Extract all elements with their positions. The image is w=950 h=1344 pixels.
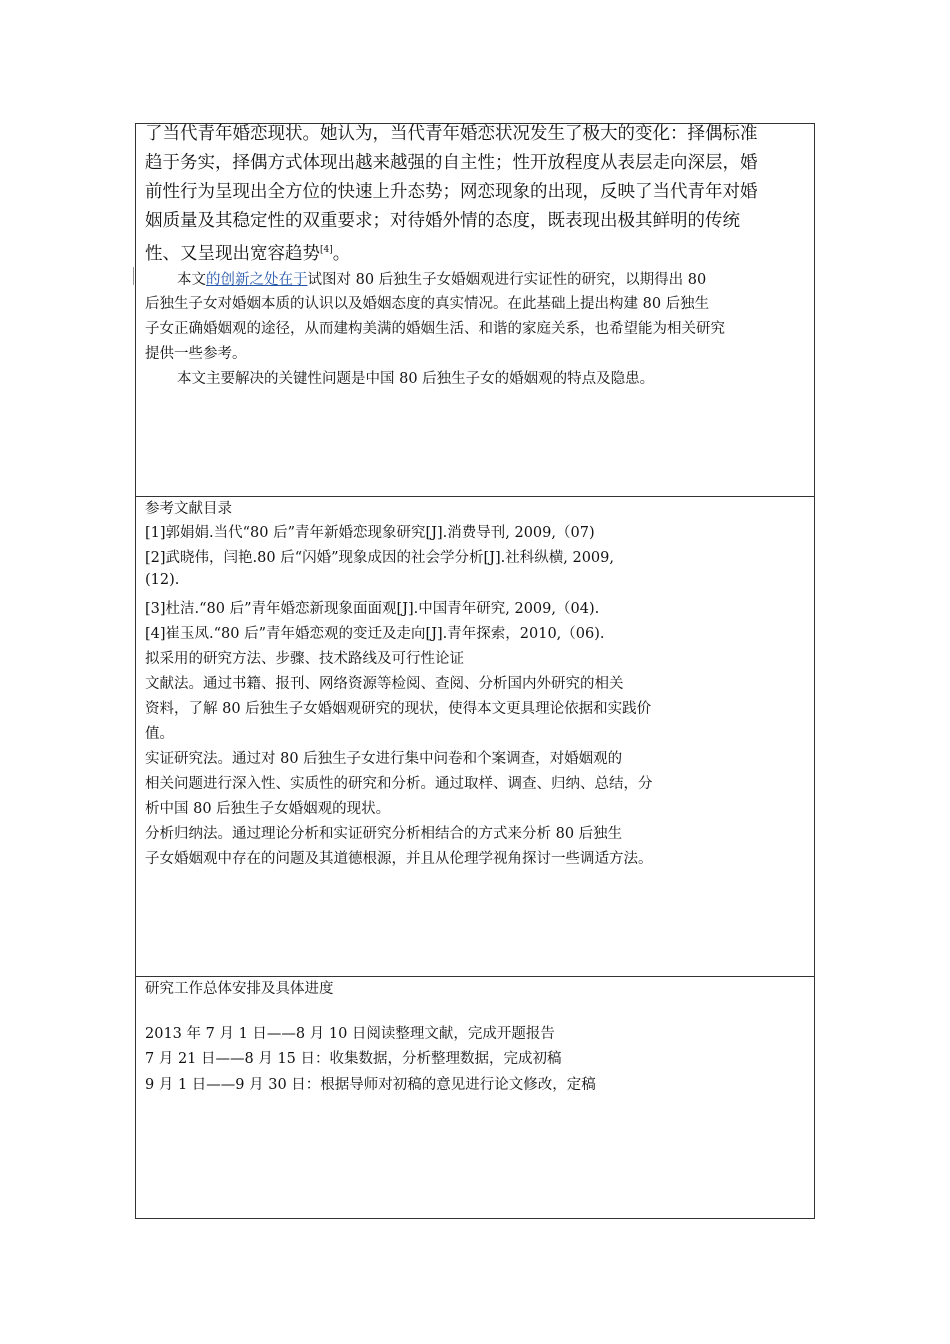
reference-item: [2]武晓伟，闫艳.80 后“闪婚”现象成因的社会学分析[J].社科纵横, 2009, <box>145 550 614 566</box>
reference-item: [4]崔玉凤.“80 后”青年婚恋观的变迁及走向[J].青年探索，2010,（06). <box>145 626 605 642</box>
schedule-item: 7 月 21 日——8 月 15 日：收集数据，分析整理数据，完成初稿 <box>145 1051 562 1067</box>
review-line: 姻质量及其稳定性的双重要求；对待婚外情的态度，既表现出极其鲜明的传统 <box>145 211 740 231</box>
reference-item: [3]杜洁.“80 后”青年婚恋新现象面面观[J].中国青年研究, 2009,（04). <box>145 601 600 617</box>
innovation-line: 后独生子女对婚姻本质的认识以及婚姻态度的真实情况。在此基础上提出构建 80 后独生 <box>145 296 710 312</box>
innovation-rest: 试图对 80 后独生子女婚姻观进行实证性的研究，以期得出 80 <box>307 272 707 288</box>
method-line: 值。 <box>145 726 174 742</box>
period: 。 <box>332 243 351 264</box>
review-line: 趋于务实，择偶方式体现出越来越强的自主性；性开放程度从表层走向深层，婚 <box>145 153 758 173</box>
key-problem-line: 本文主要解决的关键性问题是中国 80 后独生子女的婚姻观的特点及隐患。 <box>177 371 655 387</box>
schedule-item: 2013 年 7 月 1 日——8 月 10 日阅读整理文献，完成开题报告 <box>145 1026 555 1042</box>
reference-item: (12). <box>145 572 180 588</box>
method-line: 实证研究法。通过对 80 后独生子女进行集中问卷和个案调查，对婚姻观的 <box>145 751 623 767</box>
review-line <box>145 236 350 269</box>
references-methods-cell <box>135 496 815 977</box>
schedule-cell <box>135 976 815 1219</box>
references-heading: 参考文献目录 <box>145 501 232 517</box>
reference-item: [1]郭娟娟.当代“80 后”青年新婚恋现象研究[J].消费导刊, 2009,（07) <box>145 525 595 541</box>
citation-mark: [4] <box>320 245 333 255</box>
literature-review-cell <box>135 123 815 497</box>
schedule-item: 9 月 1 日——9 月 30 日：根据导师对初稿的意见进行论文修改，定稿 <box>145 1077 596 1093</box>
review-line-text: 性、又呈现出宽容趋势 <box>145 243 320 264</box>
method-line: 析中国 80 后独生子女婚姻观的现状。 <box>145 801 391 817</box>
margin-tick <box>133 267 134 285</box>
method-line: 子女婚姻观中存在的问题及其道德根源，并且从伦理学视角探讨一些调适方法。 <box>145 851 653 867</box>
method-line: 相关问题进行深入性、实质性的研究和分析。通过取样、调查、归纳、总结，分 <box>145 776 653 792</box>
methods-heading: 拟采用的研究方法、步骤、技术路线及可行性论证 <box>145 651 464 667</box>
review-line: 前性行为呈现出全方位的快速上升态势；网恋现象的出现，反映了当代青年对婚 <box>145 182 758 202</box>
innovation-prefix: 本文 <box>177 272 206 288</box>
method-line: 分析归纳法。通过理论分析和实证研究分析相结合的方式来分析 80 后独生 <box>145 826 623 842</box>
review-line: 了当代青年婚恋现状。她认为，当代青年婚恋状况发生了极大的变化：择偶标准 <box>145 124 758 144</box>
innovation-line <box>177 268 706 289</box>
innovation-link[interactable]: 的创新之处在于 <box>206 272 308 288</box>
schedule-heading: 研究工作总体安排及具体进度 <box>145 981 334 997</box>
innovation-line: 子女正确婚姻观的途径，从而建构美满的婚姻生活、和谐的家庭关系，也希望能为相关研究 <box>145 321 725 337</box>
method-line: 文献法。通过书籍、报刊、网络资源等检阅、查阅、分析国内外研究的相关 <box>145 676 624 692</box>
method-line: 资料，了解 80 后独生子女婚姻观研究的现状，使得本文更具理论依据和实践价 <box>145 701 652 717</box>
innovation-line: 提供一些参考。 <box>145 346 247 362</box>
